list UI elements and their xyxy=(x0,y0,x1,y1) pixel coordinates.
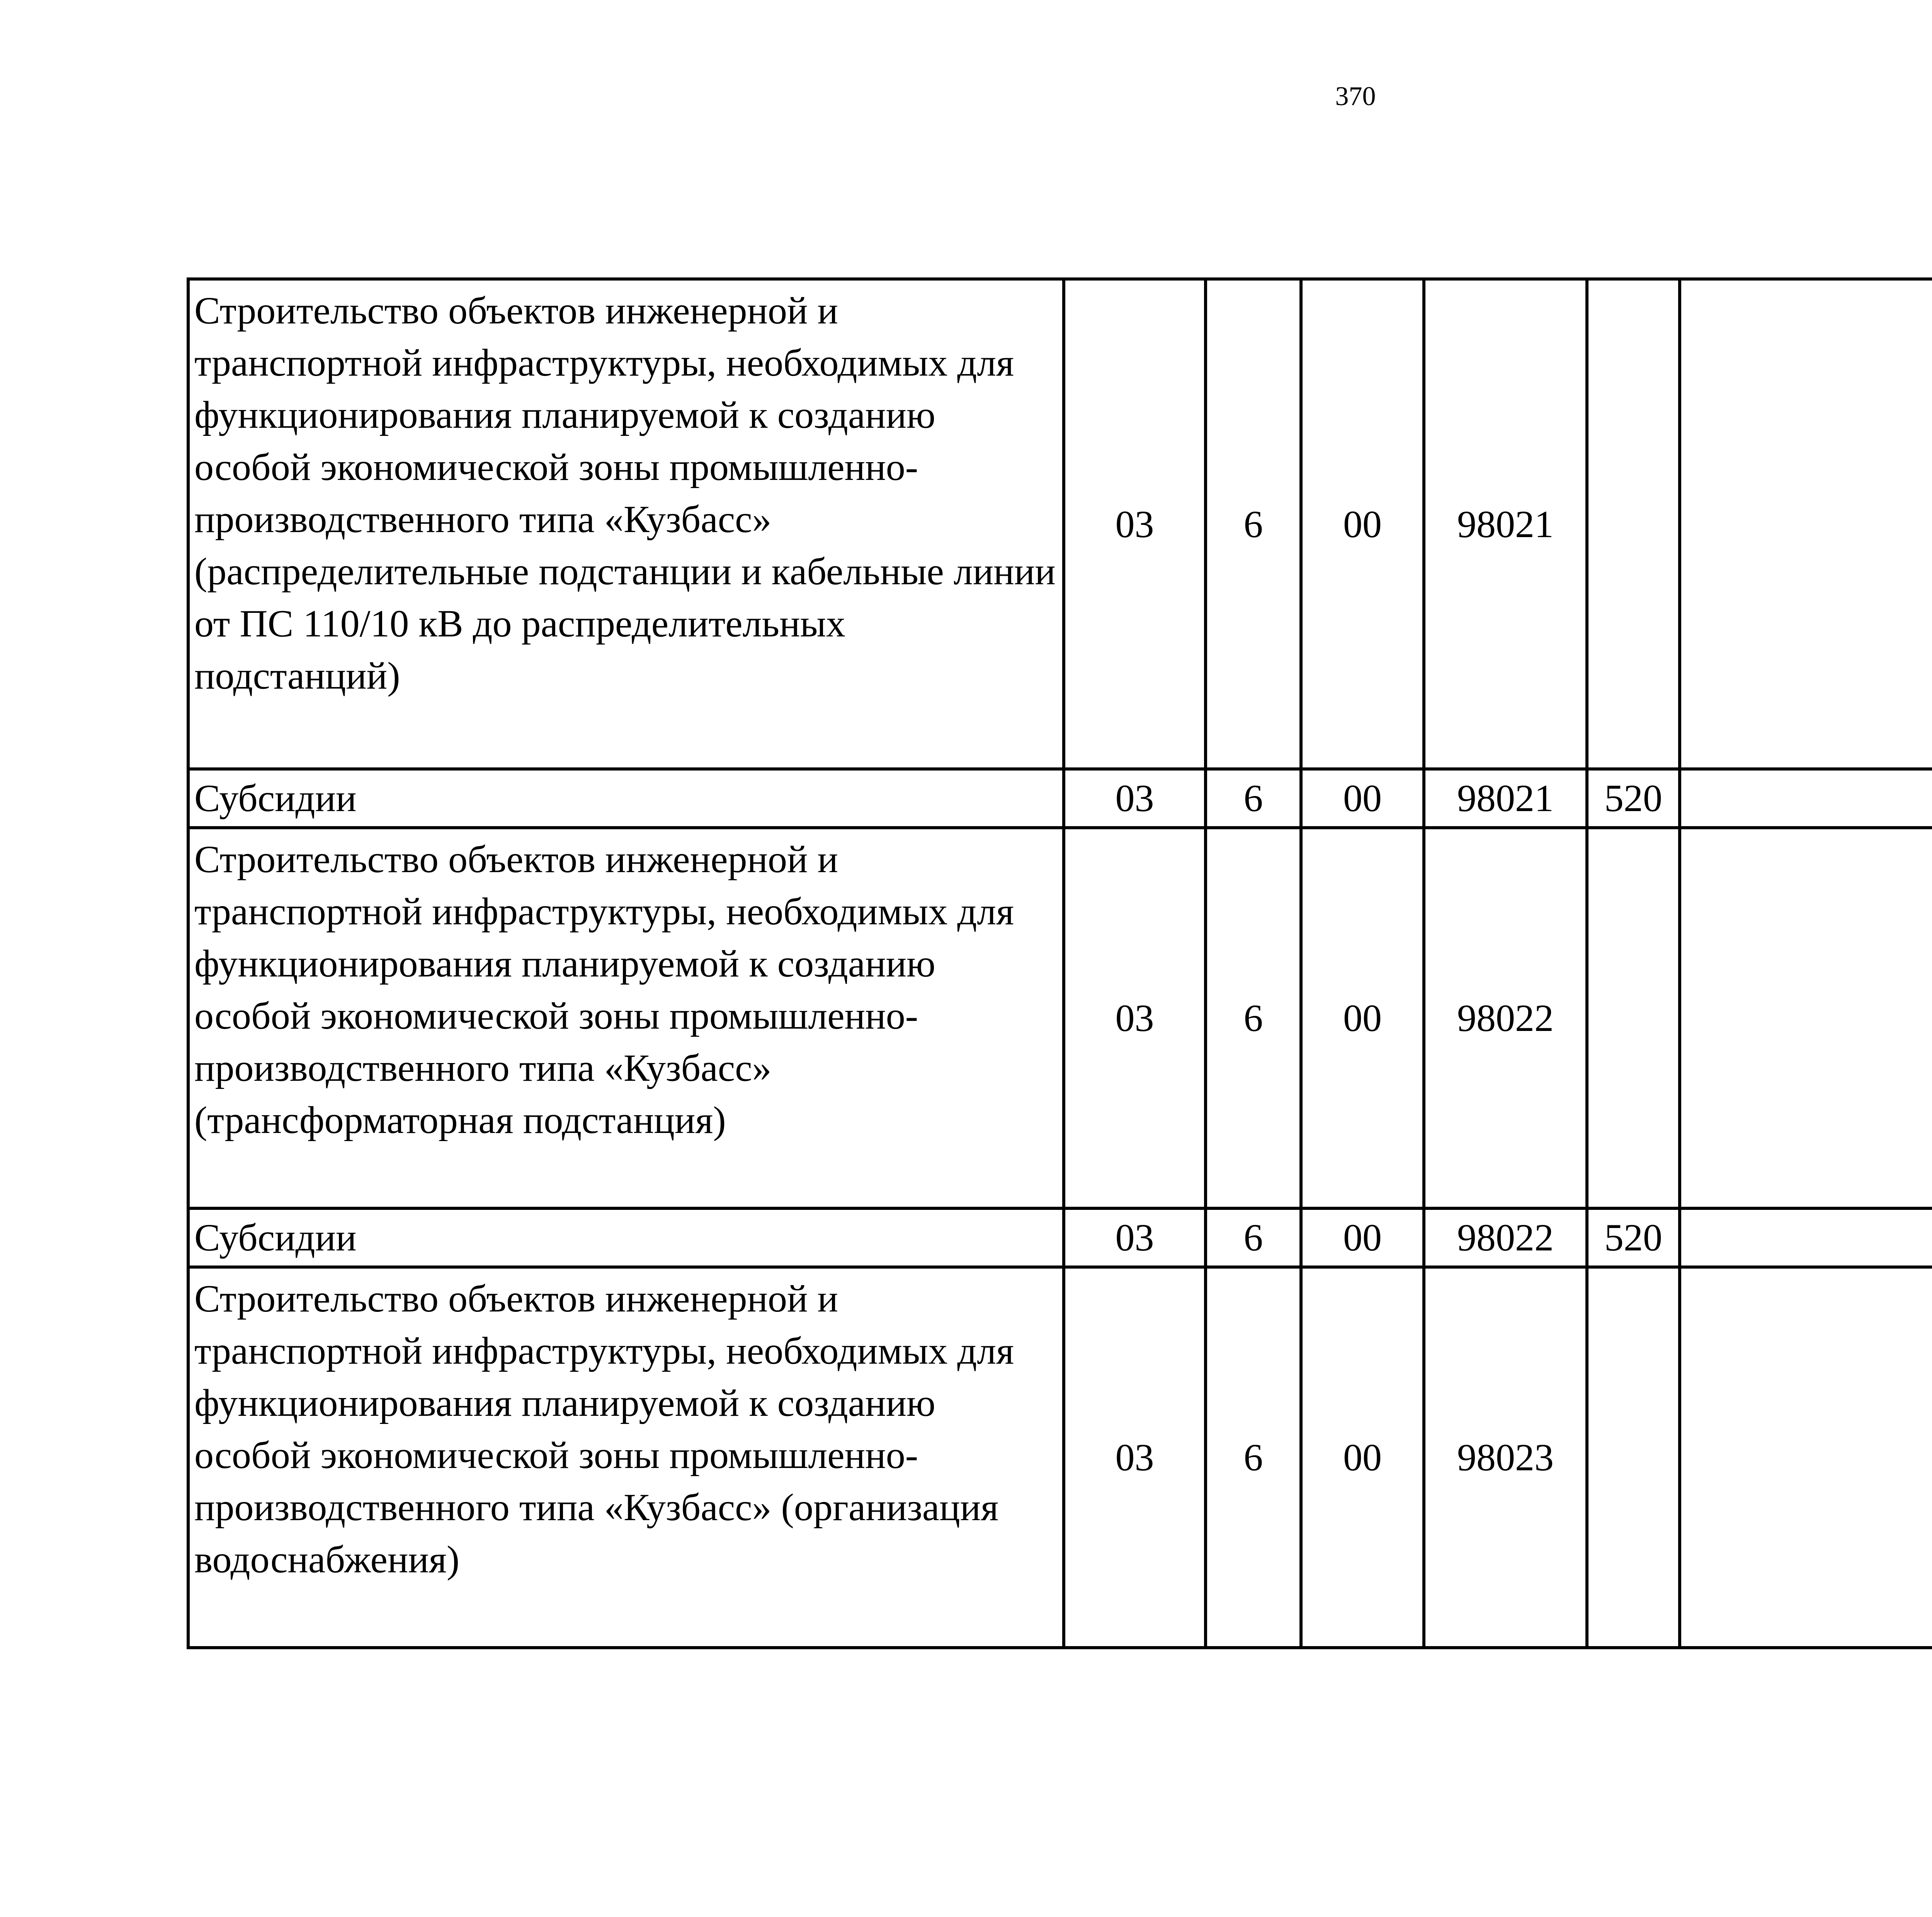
code-subprogram-cell: 00 xyxy=(1301,1267,1424,1648)
code-subprogram-cell: 00 xyxy=(1301,769,1424,828)
empty-cell xyxy=(1680,1267,1932,1648)
code-expense-type-cell xyxy=(1587,1267,1680,1648)
empty-cell xyxy=(1680,279,1932,769)
budget-table xyxy=(187,277,1932,1649)
page-number: 370 xyxy=(1335,82,1376,111)
code-section-cell: 03 xyxy=(1064,828,1206,1208)
code-direction-cell: 98023 xyxy=(1424,1267,1587,1648)
table-row xyxy=(188,1267,1932,1648)
code-direction-cell: 98021 xyxy=(1424,279,1587,769)
code-subprogram-cell: 00 xyxy=(1301,828,1424,1208)
code-program-cell: 6 xyxy=(1206,279,1301,769)
code-direction-cell: 98021 xyxy=(1424,769,1587,828)
table-row xyxy=(188,769,1932,828)
code-subprogram-cell: 00 xyxy=(1301,1208,1424,1267)
row-name: Строительство объектов инженерной и транспортной инфраструктуры, необходимых для функционирования планируемой к созданию особой экономической зоны промышленно-производственного типа «Кузбасс» (распределительные подстанции и кабельные линии от ПС 110/10 кВ до распределительных подстанций) xyxy=(194,289,1056,697)
code-subprogram-cell: 00 xyxy=(1301,279,1424,769)
code-expense-type-cell xyxy=(1587,279,1680,769)
code-direction-cell: 98022 xyxy=(1424,828,1587,1208)
code-direction-cell: 98022 xyxy=(1424,1208,1587,1267)
code-section-cell: 03 xyxy=(1064,1208,1206,1267)
row-name-cell xyxy=(188,279,1064,769)
code-program-cell: 6 xyxy=(1206,828,1301,1208)
table-row xyxy=(188,828,1932,1208)
row-name-cell xyxy=(188,769,1064,828)
code-program-cell: 6 xyxy=(1206,1208,1301,1267)
row-name-cell xyxy=(188,828,1064,1208)
table-row xyxy=(188,279,1932,769)
row-name-cell xyxy=(188,1208,1064,1267)
row-name-cell xyxy=(188,1267,1064,1648)
code-section-cell: 03 xyxy=(1064,769,1206,828)
empty-cell xyxy=(1680,828,1932,1208)
code-section-cell: 03 xyxy=(1064,1267,1206,1648)
code-program-cell: 6 xyxy=(1206,769,1301,828)
empty-cell xyxy=(1680,1208,1932,1267)
code-program-cell: 6 xyxy=(1206,1267,1301,1648)
code-section-cell: 03 xyxy=(1064,279,1206,769)
code-expense-type-cell: 520 xyxy=(1587,769,1680,828)
empty-cell xyxy=(1680,769,1932,828)
code-expense-type-cell: 520 xyxy=(1587,1208,1680,1267)
row-name: Строительство объектов инженерной и транспортной инфраструктуры, необходимых для функционирования планируемой к созданию особой экономической зоны промышленно-производственного типа «Кузбасс» (трансформаторная подстанция) xyxy=(194,838,1014,1141)
row-name: Строительство объектов инженерной и транспортной инфраструктуры, необходимых для функционирования планируемой к созданию особой экономической зоны промышленно-производственного типа «Кузбасс» (организация водоснабжения) xyxy=(194,1277,1014,1581)
row-name: Субсидии xyxy=(194,1216,357,1259)
code-expense-type-cell xyxy=(1587,828,1680,1208)
table-row xyxy=(188,1208,1932,1267)
row-name: Субсидии xyxy=(194,777,357,820)
